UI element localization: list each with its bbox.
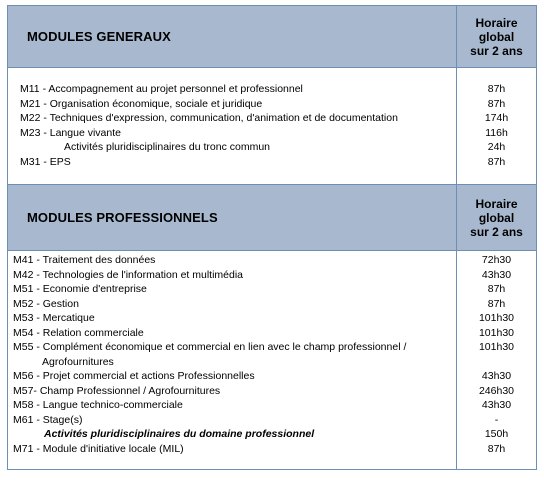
professional-hours-list [457,251,536,469]
module-hours: 246h30 [478,384,515,397]
module-hours: 87h [487,155,506,168]
general-section-title: MODULES GENERAUX [8,6,457,67]
professional-section-title: MODULES PROFESSIONNELS [8,185,457,250]
module-label: M53 - Mercatique [13,312,95,324]
hours-header-line-2: global [478,210,515,225]
hours-header-line-1: Horaire [475,196,518,211]
hours-header-general [457,6,536,67]
module-label: M57- Champ Professionnel / Agrofournitures [13,384,221,397]
module-label-continuation: Agrofournitures [42,355,114,368]
modules-table [7,5,537,470]
professional-header-row [8,185,536,251]
module-label: M61 - Stage(s) [13,413,83,426]
general-hours-list [457,68,536,184]
module-hours: 72h30 [481,254,512,266]
module-label: Activités pluridisciplinaires du domaine professionnel [44,428,315,440]
module-label: M54 - Relation commerciale [13,326,144,339]
module-label: M51 - Economie d'entreprise [13,283,147,295]
module-hours: 87h [487,83,506,95]
module-hours: 87h [487,297,506,310]
module-hours: 43h30 [481,268,512,281]
module-label: M21 - Organisation économique, sociale et juridique [20,97,263,110]
professional-module-list [8,251,457,469]
module-hours: 101h30 [478,312,515,324]
hours-header-line-3: sur 2 ans [470,43,523,58]
module-label: M31 - EPS [20,155,71,168]
module-hours: 87h [487,97,506,110]
module-label: M23 - Langue vivante [20,126,121,139]
hours-header-line-2: global [478,29,515,44]
general-header-row [8,6,536,68]
module-hours: 87h [487,442,506,455]
hours-header-line-3: sur 2 ans [470,224,523,239]
professional-body-row [8,251,536,469]
module-label: Activités pluridisciplinaires du tronc commun [64,141,270,153]
module-label: M42 - Technologies de l'information et multimédia [13,268,244,281]
module-hours: 43h30 [481,399,512,411]
module-label: M71 - Module d'initiative locale (MIL) [13,442,184,455]
module-hours: 101h30 [478,341,515,353]
module-hours: 101h30 [478,326,515,339]
module-label: M55 - Complément économique et commercial en lien avec le champ professionnel / [13,341,407,353]
module-label: M11 - Accompagnement au projet personnel et professionnel [20,83,303,95]
module-hours: 150h [484,428,509,440]
module-label: M58 - Langue technico-commerciale [13,399,183,411]
hours-header-line-1: Horaire [475,15,518,30]
hours-header-professional [457,185,536,250]
module-hours: - [494,413,499,426]
general-body-row [8,68,536,185]
module-hours: 116h [485,126,508,139]
module-hours: 43h30 [481,370,512,382]
spacer [457,355,536,370]
module-label: M52 - Gestion [13,297,79,310]
module-hours: 87h [487,283,506,295]
module-label: M22 - Techniques d'expression, communication, d'animation et de documentation [20,112,398,124]
module-hours: 174h [484,112,509,124]
general-module-list [8,68,457,184]
module-label: M41 - Traitement des données [13,254,156,266]
module-hours: 24h [487,141,506,153]
module-label: M56 - Projet commercial et actions Professionnelles [13,370,255,382]
